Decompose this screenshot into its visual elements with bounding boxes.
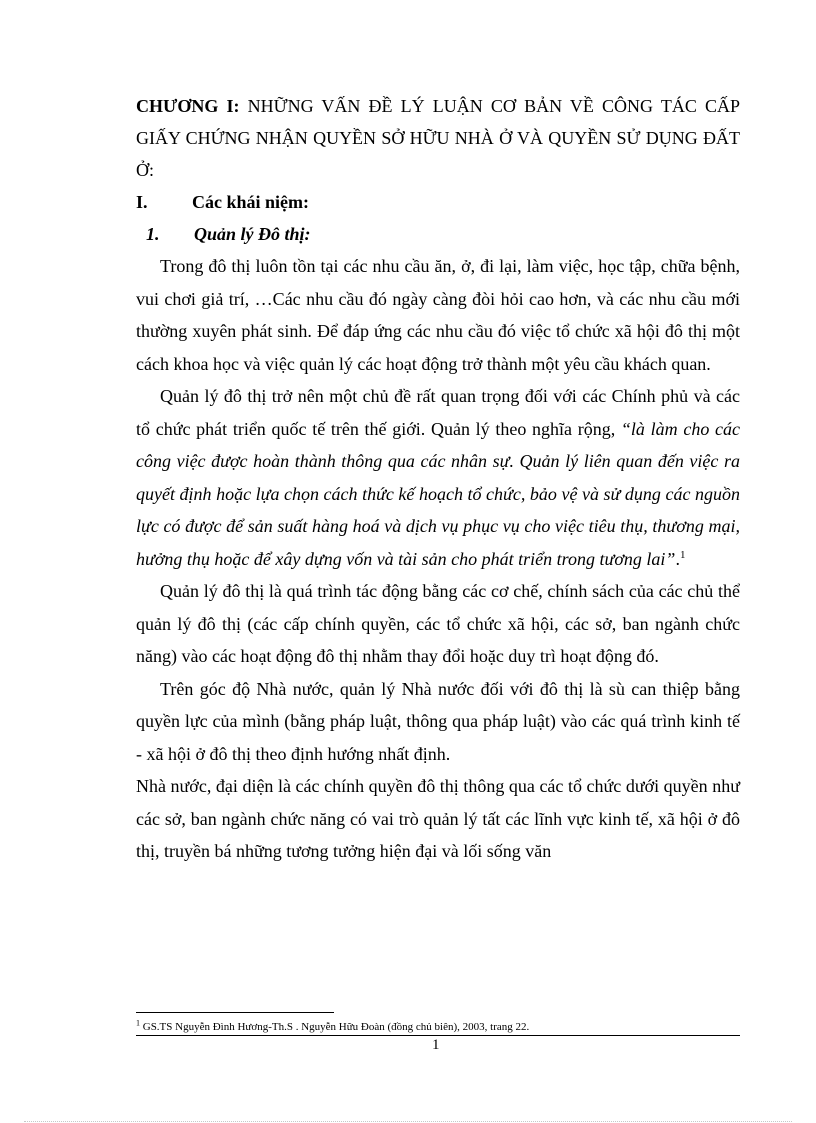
subsection-number: 1.: [146, 224, 160, 244]
paragraph-2-quote: “là làm cho các công việc được hoàn thành thông qua các nhân sự. Quản lý liên quan đến việc ra quyết định hoặc lựa chọn cách thức kế hoạch tổ chức, bảo vệ và sử dụng các nguồn lực có được để sản suất hàng hoá và dịch vụ phục vụ cho việc tiêu thụ, thương mại, hưởng thụ hoặc để xây dựng vốn và tài sản cho phát triển trong tương lai”: [136, 418, 740, 569]
chapter-title: NHỮNG VẤN ĐỀ LÝ LUẬN CƠ BẢN VỀ CÔNG TÁC CẤP GIẤY CHỨNG NHẬN QUYỀN SỞ HỮU NHÀ Ở VÀ QUYỀN SỬ DỤNG ĐẤT Ở:: [136, 96, 740, 180]
paragraph-4: Trên góc độ Nhà nước, quản lý Nhà nước đối với đô thị là sù can thiệp bằng quyền lực của mình (bằng pháp luật, thông qua pháp luật) vào các quá trình kinh tế - xã hội ở đô thị theo định hướng nhất định.: [136, 678, 740, 764]
footnote: [136, 1018, 740, 1036]
page-content: [136, 90, 740, 868]
chapter-heading: [136, 90, 740, 186]
paragraph-2-end: .: [675, 548, 680, 569]
footnote-mark: 1: [136, 1018, 140, 1028]
paragraph-1: Trong đô thị luôn tồn tại các nhu cầu ăn, ở, đi lại, làm việc, học tập, chữa bệnh, vui chơi giả trí, …Các nhu cầu đó ngày càng đòi hỏi cao hơn, và các nhu cầu mới thường xuyên phát sinh. Để đáp ứng các nhu cầu đó việc tổ chức xã hội đô thị một cách khoa học và việc quản lý các hoạt động trở thành một yêu cầu khách quan.: [136, 256, 740, 374]
footnote-separator: [136, 1012, 334, 1013]
subsection-heading: [136, 218, 740, 250]
section-number: I.: [136, 192, 148, 212]
page-number: 1: [432, 1037, 440, 1053]
paragraph-5: Nhà nước, đại diện là các chính quyền đô thị thông qua các tổ chức dưới quyền như các sở, ban ngành chức năng có vai trò quản lý tất các lĩnh vực kinh tế, xã hội ở đô thị, truyền bá những tương tưởng hiện đại và lối sống văn: [136, 776, 740, 861]
section-heading: [136, 186, 740, 218]
chapter-label: CHƯƠNG I:: [136, 96, 240, 116]
subsection-title: Quản lý Đô thị:: [194, 224, 311, 244]
paragraph-3: Quản lý đô thị là quá trình tác động bằng các cơ chế, chính sách của các chủ thể quản lý đô thị (các cấp chính quyền, các tổ chức xã hội, các sở, ban ngành chức năng) vào các hoạt động đô thị nhằm thay đổi hoặc duy trì hoạt động đó.: [136, 581, 740, 666]
paragraph-2: [136, 380, 740, 575]
paragraph-2-text: Quản lý đô thị trở nên một chủ đề rất quan trọng đối với các Chính phủ và các tổ chức phát triển quốc tế trên thế giới. Quản lý theo nghĩa rộng,: [136, 386, 740, 439]
footnote-text: GS.TS Nguyễn Đình Hương-Th.S . Nguyễn Hữu Đoàn (đồng chủ biên), 2003, trang 22.: [142, 1021, 530, 1033]
page-bottom-border: [24, 1121, 792, 1122]
section-title: Các khái niệm:: [192, 192, 309, 212]
footnote-reference[interactable]: 1: [679, 548, 686, 561]
